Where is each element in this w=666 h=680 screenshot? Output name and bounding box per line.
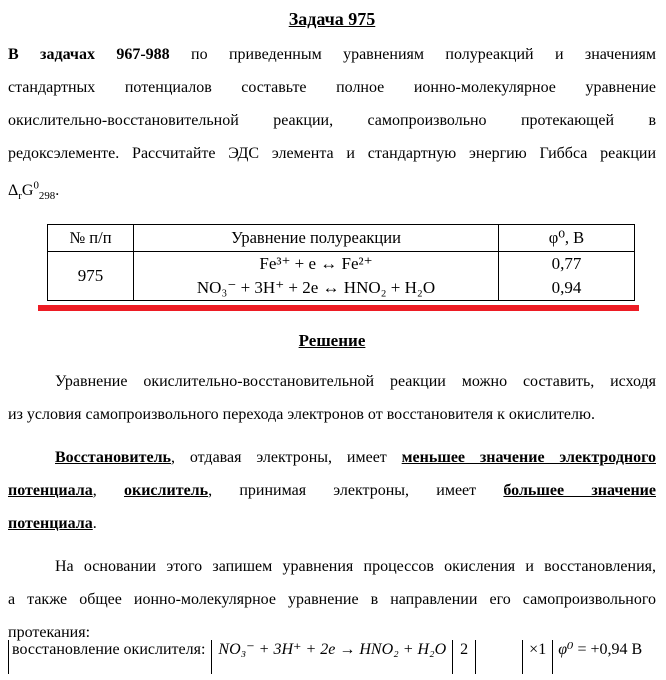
phrase-higher-value: большее значение <box>503 481 656 499</box>
gibbs-period: . <box>55 182 60 200</box>
term-reducer: Восстановитель <box>55 448 172 466</box>
intro-bold-range: В задачах 967-988 <box>8 46 170 63</box>
intro-line-1 <box>8 38 656 71</box>
phrase-lower-potential: меньшее значение электродного <box>401 448 656 466</box>
half-reactions-table <box>47 224 635 301</box>
electron-factor: 2 <box>460 641 469 658</box>
phrase-potential-end: потенциала <box>8 514 93 532</box>
oxidizer-reduction-label: восстановление окислителя: <box>12 641 206 658</box>
col-header-number: № п/п <box>48 224 134 251</box>
vertical-bar-icon <box>475 640 476 674</box>
gibbs-delta: Δ <box>8 182 19 200</box>
gibbs-sup-0: 0 <box>33 180 39 192</box>
cell-equations <box>134 251 499 300</box>
p2-line-2 <box>8 474 656 507</box>
half-reaction-1: Fe³⁺ + e ↔ Fe²⁺ <box>259 253 373 273</box>
vertical-bar-icon <box>552 640 553 674</box>
multiplier-times-1: ×1 <box>529 641 547 658</box>
p2-plain-3: , принимая электроны, имеет <box>208 481 504 499</box>
phi-symbol: φ⁰ <box>558 641 574 658</box>
solution-heading-text: Решение <box>298 330 366 350</box>
intro-line-2: стандартных потенциалов составьте полное ионно-молекулярное уравнение <box>8 79 656 96</box>
intro-line-5 <box>8 170 656 214</box>
page-title-text: Задача 975 <box>288 9 376 29</box>
reduction-equation: NO₃⁻ + 3H⁺ + 2e → HNO₂ + H₂O <box>218 641 447 658</box>
table-data-row <box>48 251 635 300</box>
p3-line-2: а также общее ионно-молекулярное уравнение в направлении его самопроизвольного <box>8 590 656 608</box>
col-header-potential: φ⁰, В <box>499 224 635 251</box>
p3-line-3: протекания: <box>8 623 91 641</box>
red-underline-highlight <box>38 305 639 311</box>
p3-line-1: На основании этого запишем уравнения процессов окисления и восстановления, <box>55 557 656 575</box>
vertical-bar-icon <box>452 640 453 674</box>
p2-plain-2: , <box>92 481 124 499</box>
p2-plain-1: , отдавая электроны, имеет <box>171 448 402 466</box>
intro-line-4: редоксэлементе. Рассчитайте ЭДС элемента и стандартную энергию Гиббса реакции <box>8 145 656 162</box>
p2-plain-4: . <box>92 514 97 532</box>
p1-line-2: из условия самопроизвольного перехода электронов от восстановителя к окислителю. <box>8 405 595 423</box>
vertical-bar-icon <box>522 640 523 674</box>
term-oxidizer: окислитель <box>123 481 209 499</box>
solution-paragraph-1 <box>8 365 656 431</box>
gibbs-sub-r: r <box>18 190 22 203</box>
gibbs-g: G <box>21 182 34 200</box>
intro-line-1-text: по приведенным уравнениям полуреакций и значениям <box>169 46 657 63</box>
potential-result: = +0,94 В <box>577 641 643 658</box>
intro-line-3: окислительно-восстановительной реакции, самопроизвольно протекающей в <box>8 112 656 129</box>
potential-value-1: 0,77 <box>551 253 582 273</box>
solution-paragraph-2 <box>8 441 656 540</box>
p2-line-3 <box>8 507 656 540</box>
col-header-equation: Уравнение полуреакции <box>134 224 499 251</box>
intro-paragraph <box>8 38 656 214</box>
half-reaction-2: NO₃⁻ + 3H⁺ + 2e ↔ HNO₂ + H₂O <box>196 277 436 297</box>
gibbs-sub-298: 298 <box>38 190 56 203</box>
phrase-potential-cont: потенциала <box>8 481 93 499</box>
cutoff-equation-line <box>8 640 642 680</box>
p1-line-1: Уравнение окислительно-восстановительной реакции можно составить, исходя <box>55 372 656 390</box>
solution-heading <box>8 326 656 356</box>
vertical-bar-icon <box>8 640 9 674</box>
cell-potentials <box>499 251 635 300</box>
p2-line-1 <box>8 441 656 474</box>
solution-paragraph-3 <box>8 550 656 649</box>
table-header-row <box>48 224 635 251</box>
vertical-bar-icon <box>211 640 212 674</box>
gibbs-notation <box>8 180 60 203</box>
page-title <box>8 6 656 32</box>
potential-value-2: 0,94 <box>551 277 582 297</box>
cell-problem-number: 975 <box>48 251 134 300</box>
